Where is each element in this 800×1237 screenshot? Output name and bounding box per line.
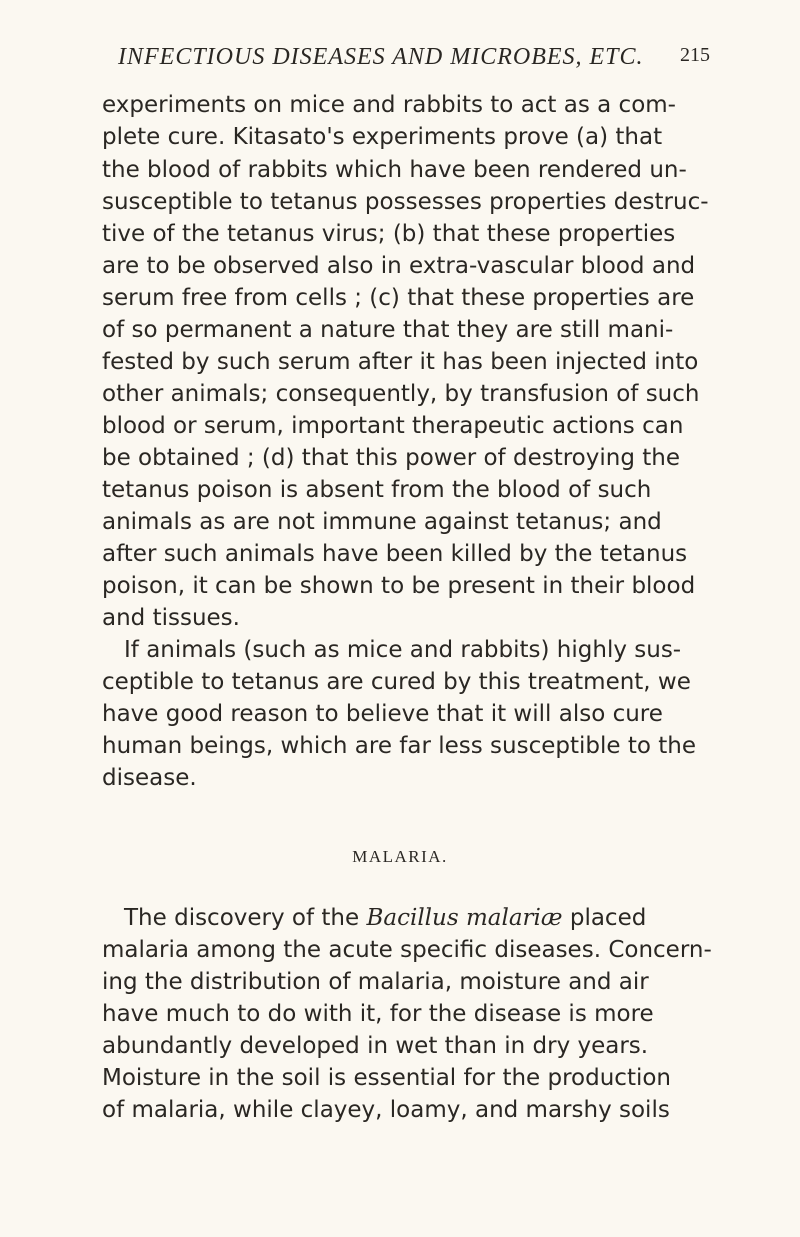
text-line: have good reason to believe that it will also cure: [102, 701, 663, 727]
text-line: other animals; consequently, by transfusion of such: [102, 381, 700, 407]
text-line: of malaria, while clayey, loamy, and marshy soils: [102, 1097, 670, 1123]
text-line: plete cure. Kitasato's experiments prove (a) that: [102, 124, 663, 150]
text-line: abundantly developed in wet than in dry years.: [102, 1033, 649, 1059]
text-line: human beings, which are far less susceptible to the: [102, 733, 697, 759]
text-line: have much to do with it, for the disease is more: [102, 1001, 654, 1027]
text-line: disease.: [102, 765, 197, 791]
italic-species-name: Bacillus malariæ: [366, 905, 563, 931]
text-line: susceptible to tetanus possesses properties destruc-: [102, 189, 709, 215]
text-line: the blood of rabbits which have been rendered un-: [102, 157, 687, 183]
text-run: placed: [562, 905, 647, 931]
text-line: tive of the tetanus virus; (b) that these properties: [102, 221, 676, 247]
text-line: experiments on mice and rabbits to act as a com-: [102, 92, 676, 118]
text-line-with-italic: [124, 903, 646, 933]
text-line: Moisture in the soil is essential for the production: [102, 1065, 672, 1091]
text-line: ing the distribution of malaria, moisture and air: [102, 969, 649, 995]
text-line: and tissues.: [102, 605, 240, 631]
text-line: poison, it can be shown to be present in their blood: [102, 573, 696, 599]
section-heading-malaria: MALARIA.: [352, 847, 448, 866]
text-line: of so permanent a nature that they are still mani-: [102, 317, 674, 343]
text-line: fested by such serum after it has been injected into: [102, 349, 699, 375]
text-line: If animals (such as mice and rabbits) highly sus-: [124, 637, 682, 663]
text-line: tetanus poison is absent from the blood of such: [102, 477, 652, 503]
text-line: malaria among the acute specific diseases. Concern-: [102, 937, 712, 963]
text-run: The discovery of the: [124, 905, 367, 931]
running-header: [118, 44, 718, 74]
text-line: ceptible to tetanus are cured by this treatment, we: [102, 669, 691, 695]
text-line: animals as are not immune against tetanus; and: [102, 509, 662, 535]
running-header-title: INFECTIOUS DISEASES AND MICROBES, ETC.: [118, 44, 644, 70]
text-line: are to be observed also in extra-vascular blood and: [102, 253, 696, 279]
text-line: serum free from cells ; (c) that these properties are: [102, 285, 695, 311]
text-line: after such animals have been killed by the tetanus: [102, 541, 688, 567]
text-line: blood or serum, important therapeutic actions can: [102, 413, 684, 439]
page-number: 215: [680, 44, 710, 66]
text-line: be obtained ; (d) that this power of destroying the: [102, 445, 680, 471]
